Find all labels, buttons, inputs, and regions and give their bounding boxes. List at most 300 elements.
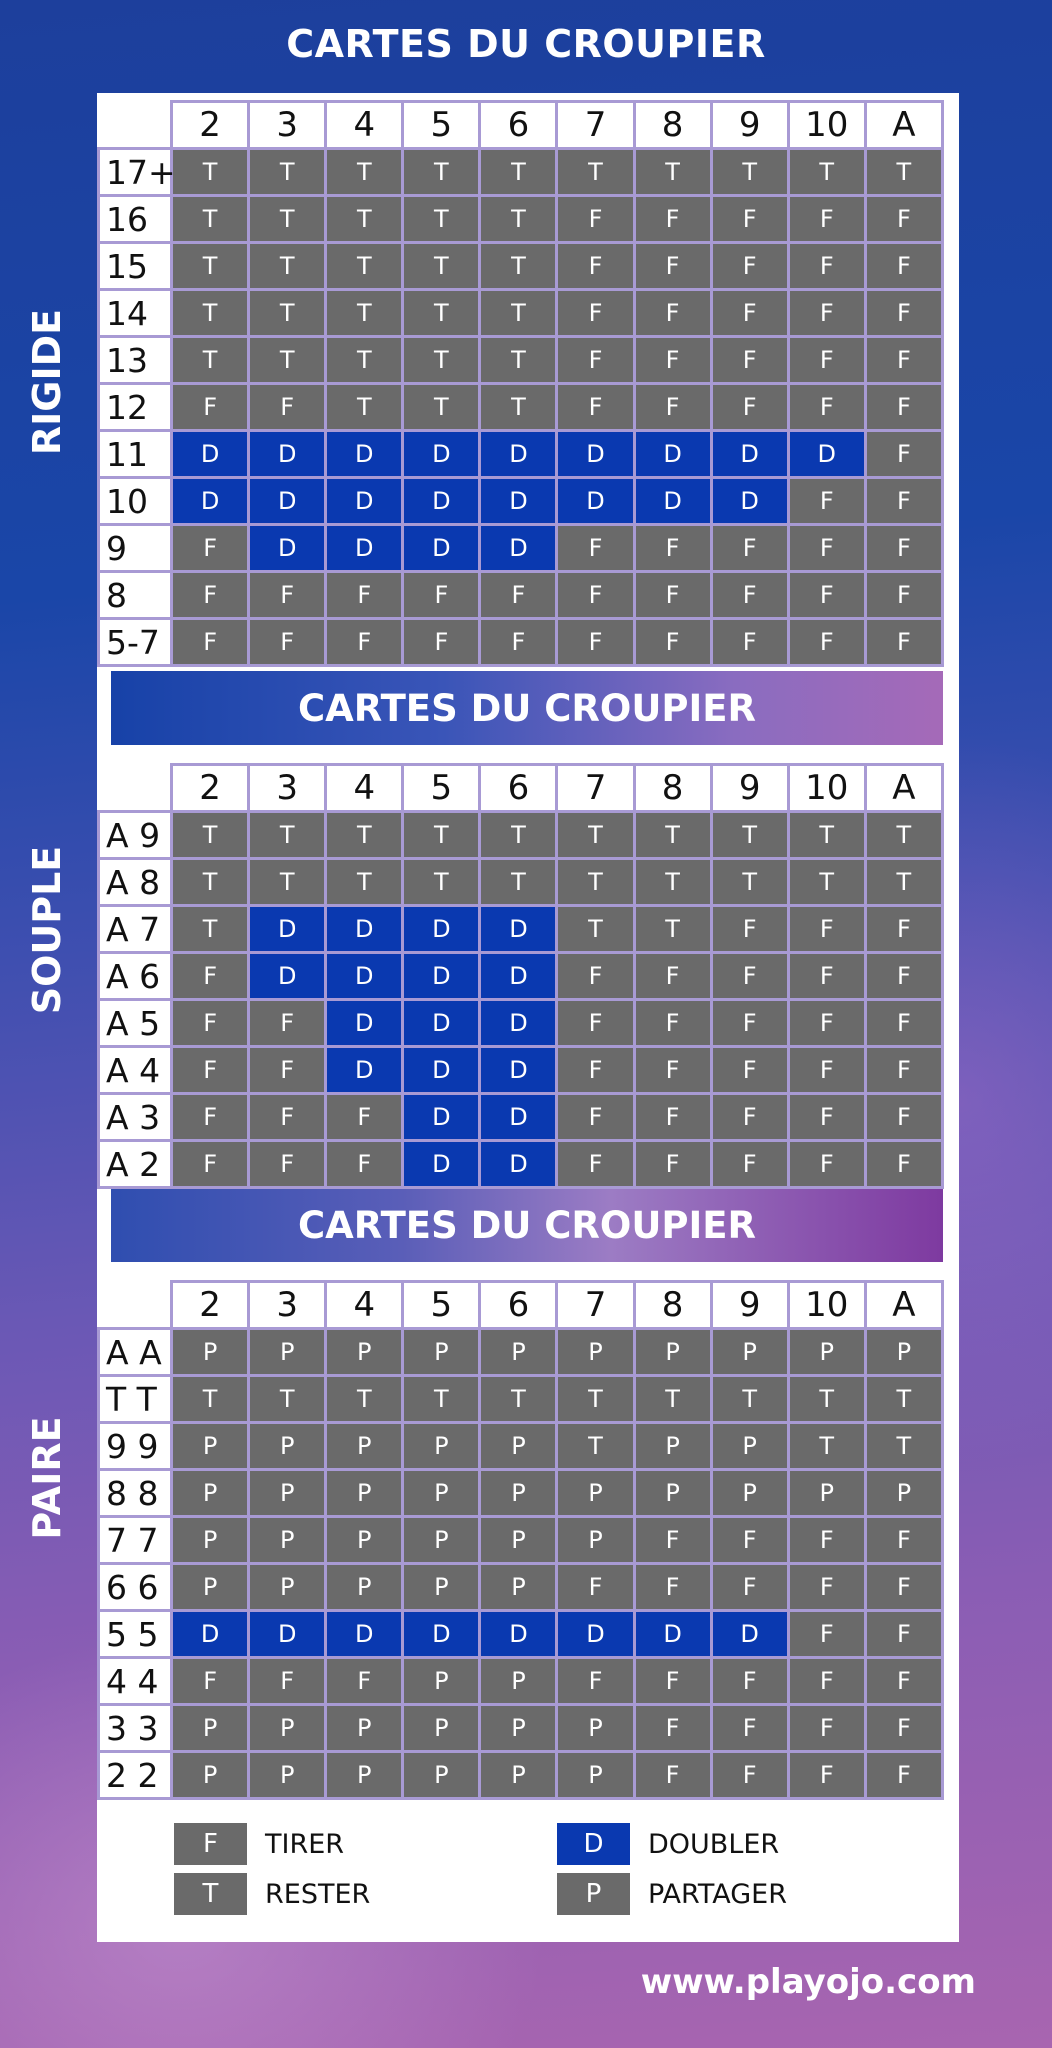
strategy-cell: T [403, 812, 480, 859]
strategy-cell: F [326, 619, 403, 666]
dealer-card-header: A [865, 765, 942, 812]
strategy-cell: F [865, 337, 942, 384]
strategy-cell: T [634, 149, 711, 196]
strategy-cell: F [865, 1141, 942, 1188]
strategy-cell: F [172, 953, 249, 1000]
strategy-cell: D [557, 478, 634, 525]
strategy-cell: D [326, 478, 403, 525]
strategy-cell: F [788, 337, 865, 384]
strategy-cell: D [172, 478, 249, 525]
strategy-cell: F [788, 906, 865, 953]
dealer-card-header: 4 [326, 765, 403, 812]
strategy-cell: F [788, 1564, 865, 1611]
strategy-cell: F [557, 243, 634, 290]
strategy-cell: P [865, 1470, 942, 1517]
strategy-cell: P [326, 1752, 403, 1799]
strategy-cell: F [865, 1000, 942, 1047]
strategy-cell: F [788, 1705, 865, 1752]
dealer-card-header: 10 [788, 765, 865, 812]
strategy-cell: F [634, 290, 711, 337]
strategy-cell: T [172, 906, 249, 953]
strategy-cell: T [249, 243, 326, 290]
strategy-cell: D [403, 1141, 480, 1188]
strategy-cell: T [249, 149, 326, 196]
dealer-card-header: 2 [172, 102, 249, 149]
table-row [99, 619, 943, 666]
strategy-cell: P [480, 1329, 557, 1376]
strategy-cell: T [403, 243, 480, 290]
strategy-cell: F [634, 1658, 711, 1705]
strategy-cell: F [634, 1517, 711, 1564]
strategy-cell: D [249, 431, 326, 478]
table-row [99, 525, 943, 572]
strategy-cell: T [480, 337, 557, 384]
strategy-cell: F [711, 619, 788, 666]
player-hand-label: 2 2 [99, 1752, 172, 1799]
section-label-souple: SOUPLE [25, 845, 69, 1015]
strategy-cell: P [403, 1423, 480, 1470]
dealer-card-header: 5 [403, 765, 480, 812]
strategy-cell: D [403, 478, 480, 525]
strategy-cell: D [480, 525, 557, 572]
strategy-cell: F [249, 384, 326, 431]
strategy-cell: F [865, 1658, 942, 1705]
player-hand-label: 10 [99, 478, 172, 525]
strategy-cell: T [788, 859, 865, 906]
header-corner [99, 102, 172, 149]
strategy-cell: T [711, 812, 788, 859]
strategy-cell: D [634, 431, 711, 478]
strategy-cell: T [480, 812, 557, 859]
strategy-cell: F [557, 1000, 634, 1047]
table-row [99, 812, 943, 859]
strategy-cell: F [557, 337, 634, 384]
strategy-cell: F [865, 906, 942, 953]
dealer-card-header: 9 [711, 765, 788, 812]
strategy-cell: T [249, 337, 326, 384]
strategy-cell: D [711, 1611, 788, 1658]
strategy-cell: F [865, 290, 942, 337]
strategy-cell: T [403, 290, 480, 337]
strategy-cell: T [326, 243, 403, 290]
strategy-cell: T [480, 384, 557, 431]
strategy-cell: F [634, 337, 711, 384]
strategy-cell: F [634, 1705, 711, 1752]
strategy-cell: F [172, 1047, 249, 1094]
strategy-cell: P [788, 1329, 865, 1376]
strategy-cell: D [326, 431, 403, 478]
strategy-cell: T [326, 1376, 403, 1423]
table-row [99, 1141, 943, 1188]
strategy-cell: T [557, 812, 634, 859]
table-row [99, 859, 943, 906]
table-row [99, 906, 943, 953]
strategy-cell: F [557, 1094, 634, 1141]
strategy-cell: P [403, 1517, 480, 1564]
strategy-cell: F [634, 1094, 711, 1141]
dealer-card-header: 8 [634, 765, 711, 812]
strategy-cell: P [403, 1329, 480, 1376]
strategy-cell: F [557, 290, 634, 337]
section-label-rigide: RIGIDE [25, 308, 69, 456]
strategy-cell: F [557, 619, 634, 666]
strategy-cell: F [634, 384, 711, 431]
strategy-cell: D [557, 1611, 634, 1658]
strategy-cell: T [788, 812, 865, 859]
strategy-cell: T [711, 859, 788, 906]
dealer-card-header: 5 [403, 1282, 480, 1329]
strategy-cell: P [403, 1752, 480, 1799]
strategy-cell: P [480, 1705, 557, 1752]
strategy-cell: F [557, 953, 634, 1000]
strategy-cell: P [634, 1329, 711, 1376]
strategy-cell: F [788, 953, 865, 1000]
strategy-cell: T [326, 196, 403, 243]
strategy-cell: T [634, 812, 711, 859]
dealer-card-header: 3 [249, 765, 326, 812]
strategy-cell: F [711, 290, 788, 337]
strategy-cell: F [172, 1141, 249, 1188]
table-row [99, 1376, 943, 1423]
legend-label: RESTER [265, 1878, 371, 1910]
player-hand-label: A 8 [99, 859, 172, 906]
strategy-cell: P [249, 1517, 326, 1564]
strategy-cell: P [249, 1423, 326, 1470]
strategy-cell: D [557, 431, 634, 478]
strategy-cell: P [172, 1423, 249, 1470]
strategy-cell: F [865, 384, 942, 431]
strategy-cell: F [634, 953, 711, 1000]
website-url[interactable]: www.playojo.com [640, 1962, 976, 2002]
dealer-card-header: 10 [788, 1282, 865, 1329]
strategy-cell: F [634, 243, 711, 290]
strategy-cell: F [326, 1094, 403, 1141]
strategy-cell: F [557, 1564, 634, 1611]
legend-item-tirer [174, 1823, 344, 1865]
player-hand-label: 9 [99, 525, 172, 572]
strategy-cell: T [326, 149, 403, 196]
strategy-cell: P [480, 1658, 557, 1705]
legend-item-doubler [557, 1823, 779, 1865]
strategy-cell: T [480, 243, 557, 290]
strategy-cell: F [788, 1141, 865, 1188]
legend-item-rester [174, 1873, 370, 1915]
strategy-cell: D [172, 431, 249, 478]
strategy-cell: D [249, 906, 326, 953]
strategy-cell: T [172, 1376, 249, 1423]
strategy-cell: F [557, 1141, 634, 1188]
player-hand-label: 5 5 [99, 1611, 172, 1658]
strategy-cell: P [711, 1423, 788, 1470]
strategy-cell: F [634, 1047, 711, 1094]
strategy-cell: D [480, 1047, 557, 1094]
strategy-cell: P [403, 1564, 480, 1611]
strategy-cell: T [865, 859, 942, 906]
strategy-cell: F [865, 1752, 942, 1799]
strategy-cell: F [788, 1611, 865, 1658]
player-hand-label: 8 [99, 572, 172, 619]
strategy-cell: T [172, 337, 249, 384]
legend-label: DOUBLER [648, 1828, 780, 1860]
strategy-cell: F [711, 953, 788, 1000]
strategy-cell: F [711, 1517, 788, 1564]
strategy-cell: T [788, 1376, 865, 1423]
strategy-cell: P [249, 1752, 326, 1799]
dealer-card-header: 6 [480, 102, 557, 149]
strategy-cell: F [788, 1517, 865, 1564]
section-label-paire: PAIRE [25, 1416, 69, 1540]
strategy-cell: T [403, 384, 480, 431]
player-hand-label: 5-7 [99, 619, 172, 666]
legend-swatch: T [174, 1873, 247, 1915]
strategy-cell: D [403, 525, 480, 572]
table-row [99, 1564, 943, 1611]
table-row [99, 1470, 943, 1517]
strategy-cell: F [172, 572, 249, 619]
dealer-header-row [99, 1282, 943, 1329]
strategy-cell: F [711, 196, 788, 243]
player-hand-label: A 2 [99, 1141, 172, 1188]
strategy-cell: F [711, 243, 788, 290]
section-banner-paire: CARTES DU CROUPIER [111, 1188, 943, 1262]
strategy-cell: T [326, 337, 403, 384]
strategy-cell: P [865, 1329, 942, 1376]
strategy-cell: F [711, 337, 788, 384]
strategy-cell: T [634, 906, 711, 953]
dealer-card-header: 4 [326, 102, 403, 149]
strategy-cell: T [865, 1423, 942, 1470]
strategy-cell: F [711, 384, 788, 431]
strategy-cell: P [480, 1470, 557, 1517]
strategy-cell: T [172, 812, 249, 859]
section-banner-souple: CARTES DU CROUPIER [111, 671, 943, 745]
strategy-cell: F [788, 290, 865, 337]
strategy-cell: F [711, 1094, 788, 1141]
strategy-cell: F [249, 572, 326, 619]
strategy-cell: F [249, 1658, 326, 1705]
strategy-cell: F [172, 525, 249, 572]
strategy-cell: F [634, 1752, 711, 1799]
strategy-cell: T [326, 812, 403, 859]
strategy-cell: P [326, 1517, 403, 1564]
strategy-cell: P [326, 1564, 403, 1611]
strategy-cell: D [326, 1000, 403, 1047]
strategy-cell: T [788, 149, 865, 196]
legend-item-partager [557, 1873, 787, 1915]
player-hand-label: A A [99, 1329, 172, 1376]
strategy-cell: T [788, 1423, 865, 1470]
table-row [99, 1094, 943, 1141]
dealer-card-header: 7 [557, 765, 634, 812]
strategy-table-souple [97, 763, 944, 1189]
table-row [99, 243, 943, 290]
strategy-cell: P [403, 1470, 480, 1517]
strategy-cell: F [634, 572, 711, 619]
strategy-cell: F [480, 572, 557, 619]
strategy-cell: T [634, 1376, 711, 1423]
strategy-cell: P [557, 1470, 634, 1517]
strategy-cell: T [557, 1376, 634, 1423]
strategy-cell: T [480, 196, 557, 243]
legend-swatch: F [174, 1823, 247, 1865]
dealer-card-header: A [865, 1282, 942, 1329]
strategy-cell: F [557, 196, 634, 243]
player-hand-label: 9 9 [99, 1423, 172, 1470]
strategy-cell: F [711, 572, 788, 619]
strategy-cell: F [557, 384, 634, 431]
strategy-cell: F [788, 243, 865, 290]
strategy-cell: P [711, 1470, 788, 1517]
strategy-cell: P [557, 1329, 634, 1376]
strategy-cell: P [403, 1705, 480, 1752]
strategy-cell: F [865, 1705, 942, 1752]
dealer-card-header: 7 [557, 102, 634, 149]
strategy-table-rigide [97, 100, 944, 667]
strategy-cell: D [403, 1094, 480, 1141]
dealer-header-row [99, 765, 943, 812]
player-hand-label: 15 [99, 243, 172, 290]
strategy-cell: P [172, 1564, 249, 1611]
strategy-cell: D [249, 525, 326, 572]
strategy-cell: F [711, 1047, 788, 1094]
legend-label: TIRER [265, 1828, 345, 1860]
header-corner [99, 765, 172, 812]
strategy-cell: T [172, 859, 249, 906]
strategy-cell: T [865, 812, 942, 859]
dealer-card-header: 10 [788, 102, 865, 149]
strategy-cell: D [788, 431, 865, 478]
strategy-cell: F [711, 1752, 788, 1799]
strategy-cell: T [326, 859, 403, 906]
strategy-cell: F [711, 1705, 788, 1752]
strategy-cell: F [557, 572, 634, 619]
dealer-card-header: 3 [249, 102, 326, 149]
strategy-cell: P [326, 1705, 403, 1752]
strategy-cell: F [788, 1047, 865, 1094]
strategy-cell: F [249, 1094, 326, 1141]
strategy-cell: F [711, 1658, 788, 1705]
strategy-cell: D [480, 431, 557, 478]
strategy-cell: P [403, 1658, 480, 1705]
strategy-cell: F [480, 619, 557, 666]
player-hand-label: 7 7 [99, 1517, 172, 1564]
strategy-cell: D [403, 431, 480, 478]
table-row [99, 1752, 943, 1799]
legend-swatch: P [557, 1873, 630, 1915]
table-row [99, 1329, 943, 1376]
dealer-card-header: 9 [711, 102, 788, 149]
strategy-cell: F [249, 1047, 326, 1094]
strategy-cell: F [557, 1047, 634, 1094]
strategy-cell: F [788, 572, 865, 619]
strategy-cell: F [865, 619, 942, 666]
strategy-cell: T [557, 906, 634, 953]
table-row [99, 478, 943, 525]
table-row [99, 337, 943, 384]
strategy-cell: D [249, 953, 326, 1000]
strategy-cell: P [788, 1470, 865, 1517]
player-hand-label: 13 [99, 337, 172, 384]
table-row [99, 290, 943, 337]
strategy-cell: D [480, 953, 557, 1000]
strategy-cell: F [788, 619, 865, 666]
strategy-cell: T [326, 384, 403, 431]
strategy-cell: T [865, 1376, 942, 1423]
strategy-cell: D [480, 1000, 557, 1047]
strategy-cell: F [788, 1752, 865, 1799]
strategy-cell: P [172, 1517, 249, 1564]
strategy-cell: D [326, 906, 403, 953]
strategy-cell: P [172, 1705, 249, 1752]
table-row [99, 196, 943, 243]
table-row [99, 1423, 943, 1470]
strategy-cell: T [403, 149, 480, 196]
strategy-cell: F [634, 1141, 711, 1188]
table-row [99, 431, 943, 478]
strategy-cell: F [865, 1564, 942, 1611]
strategy-cell: F [172, 384, 249, 431]
legend-swatch: D [557, 1823, 630, 1865]
table-row [99, 1611, 943, 1658]
legend-label: PARTAGER [648, 1878, 787, 1910]
strategy-cell: F [788, 1000, 865, 1047]
strategy-cell: D [403, 953, 480, 1000]
strategy-cell: F [711, 1141, 788, 1188]
top-title: CARTES DU CROUPIER [286, 22, 766, 66]
strategy-cell: T [172, 290, 249, 337]
player-hand-label: A 4 [99, 1047, 172, 1094]
strategy-cell: T [172, 243, 249, 290]
strategy-cell: D [172, 1611, 249, 1658]
strategy-cell: F [249, 1000, 326, 1047]
strategy-cell: P [326, 1423, 403, 1470]
legend [97, 1820, 959, 1940]
player-hand-label: A 7 [99, 906, 172, 953]
player-hand-label: T T [99, 1376, 172, 1423]
strategy-cell: F [865, 196, 942, 243]
player-hand-label: 11 [99, 431, 172, 478]
dealer-card-header: A [865, 102, 942, 149]
strategy-cell: T [403, 1376, 480, 1423]
player-hand-label: 16 [99, 196, 172, 243]
table-row [99, 953, 943, 1000]
strategy-cell: F [403, 572, 480, 619]
dealer-card-header: 2 [172, 765, 249, 812]
strategy-cell: P [249, 1564, 326, 1611]
strategy-cell: D [403, 1611, 480, 1658]
table-row [99, 1517, 943, 1564]
strategy-cell: F [788, 384, 865, 431]
dealer-card-header: 8 [634, 102, 711, 149]
player-hand-label: A 3 [99, 1094, 172, 1141]
strategy-cell: F [788, 478, 865, 525]
strategy-cell: T [172, 196, 249, 243]
dealer-header-row [99, 102, 943, 149]
strategy-cell: F [788, 1658, 865, 1705]
strategy-cell: D [403, 1000, 480, 1047]
strategy-cell: P [249, 1470, 326, 1517]
header-corner [99, 1282, 172, 1329]
player-hand-label: A 9 [99, 812, 172, 859]
dealer-card-header: 6 [480, 765, 557, 812]
strategy-cell: T [480, 1376, 557, 1423]
strategy-cell: F [865, 953, 942, 1000]
strategy-cell: F [172, 1658, 249, 1705]
strategy-cell: D [480, 1611, 557, 1658]
strategy-cell: T [865, 149, 942, 196]
dealer-card-header: 6 [480, 1282, 557, 1329]
strategy-cell: F [557, 1658, 634, 1705]
